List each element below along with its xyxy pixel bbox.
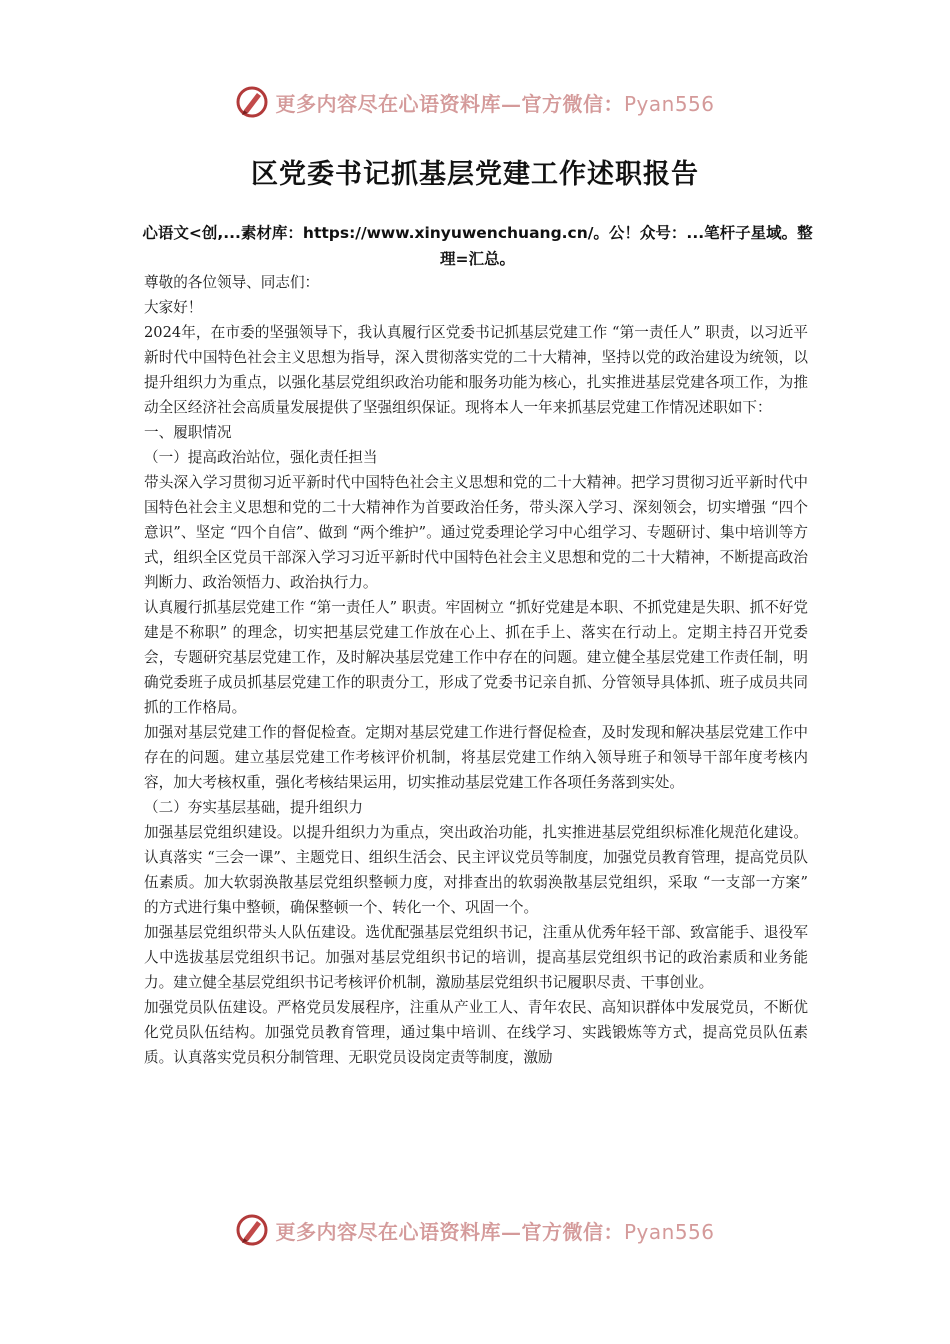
subsection-heading: （一）提高政治站位，强化责任担当 [144,449,378,466]
watermark-text: 更多内容尽在心语资料库—官方微信：Pyan556 [275,91,715,116]
document-title: 区党委书记抓基层党建工作述职报告 [251,159,699,190]
greeting: 大家好！ [144,299,203,316]
paragraph: 2024年，在市委的坚强领导下，我认真履行区党委书记抓基层党建工作 “第一责任人” 职责，以习近平新时代中国特色社会主义思想为指导，深入贯彻落实党的二十大精神，坚持以党的政治建设为统领，以提升组织力为重点，以强化基层党组织政治功能和服务功能为核心，扎实推进基层党建各项工作，为推动全区经济社会高质量发展提供了坚强组织保证。现将本人一年来抓基层党建工作情况述职如下： [144,324,808,416]
salutation: 尊敬的各位领导、同志们： [144,274,320,291]
paragraph: 带头深入学习贯彻习近平新时代中国特色社会主义思想和党的二十大精神。把学习贯彻习近平新时代中国特色社会主义思想和党的二十大精神作为首要政治任务，带头深入学习、深刻领会，切实增强 “四个意识”、坚定 “四个自信”、做到 “两个维护”。通过党委理论学习中心组学习、专题研讨、集中培训等方式，组织全区党员干部深入学习习近平新时代中国特色社会主义思想和党的二十大精神，不断提高政治判断力、政治领悟力、政治执行力。 [144,474,808,591]
paragraph: 认真履行抓基层党建工作 “第一责任人” 职责。牢固树立 “抓好党建是本职、不抓党建是失职、抓不好党建是不称职” 的理念，切实把基层党建工作放在心上、抓在手上、落实在行动上。定期主持召开党委会，专题研究基层党建工作，及时解决基层党建工作中存在的问题。建立健全基层党建工作责任制，明确党委班子成员抓基层党建工作的职责分工，形成了党委书记亲自抓、分管领导具体抓、班子成员共同抓的工作格局。 [144,599,808,716]
paragraph: 加强党员队伍建设。严格党员发展程序，注重从产业工人、青年农民、高知识群体中发展党员，不断优化党员队伍结构。加强党员教育管理，通过集中培训、在线学习、实践锻炼等方式，提高党员队伍素质。认真落实党员积分制管理、无职党员设岗定责等制度，激励 [144,999,808,1066]
paragraph: 加强基层党组织带头人队伍建设。选优配强基层党组织书记，注重从优秀年轻干部、致富能手、退役军人中选拔基层党组织书记。加强对基层党组织书记的培训，提高基层党组织书记的政治素质和业务能力。建立健全基层党组织书记考核评价机制，激励基层党组织书记履职尽责、干事创业。 [144,924,808,991]
document-body [144,270,808,1070]
watermark-text: 更多内容尽在心语资料库—官方微信：Pyan556 [275,1219,715,1244]
subsection-heading: （二）夯实基层基础，提升组织力 [144,799,363,816]
paragraph: 加强对基层党建工作的督促检查。定期对基层党建工作进行督促检查，及时发现和解决基层党建工作中存在的问题。建立基层党建工作考核评价机制，将基层党建工作纳入领导班子和领导干部年度考核内容，加大考核权重，强化考核结果运用，切实推动基层党建工作各项任务落到实处。 [144,724,808,791]
pen-logo-icon [235,1213,269,1247]
watermark-banner-bottom [0,1210,950,1250]
section-heading: 一、履职情况 [144,424,232,441]
source-line: 心语文<创,...素材库：https://www.xinyuwenchuang.cn/。公！众号：...笔杆子星域。整理=汇总。 [142,224,813,268]
watermark-banner-top [0,82,950,122]
pen-logo-icon [235,85,269,119]
paragraph: 加强基层党组织建设。以提升组织力为重点，突出政治功能，扎实推进基层党组织标准化规范化建设。认真落实 “三会一课”、主题党日、组织生活会、民主评议党员等制度，加强党员教育管理，提高党员队伍素质。加大软弱涣散基层党组织整顿力度，对排查出的软弱涣散基层党组织，采取 “一支部一方案” 的方式进行集中整顿，确保整顿一个、转化一个、巩固一个。 [144,824,808,916]
